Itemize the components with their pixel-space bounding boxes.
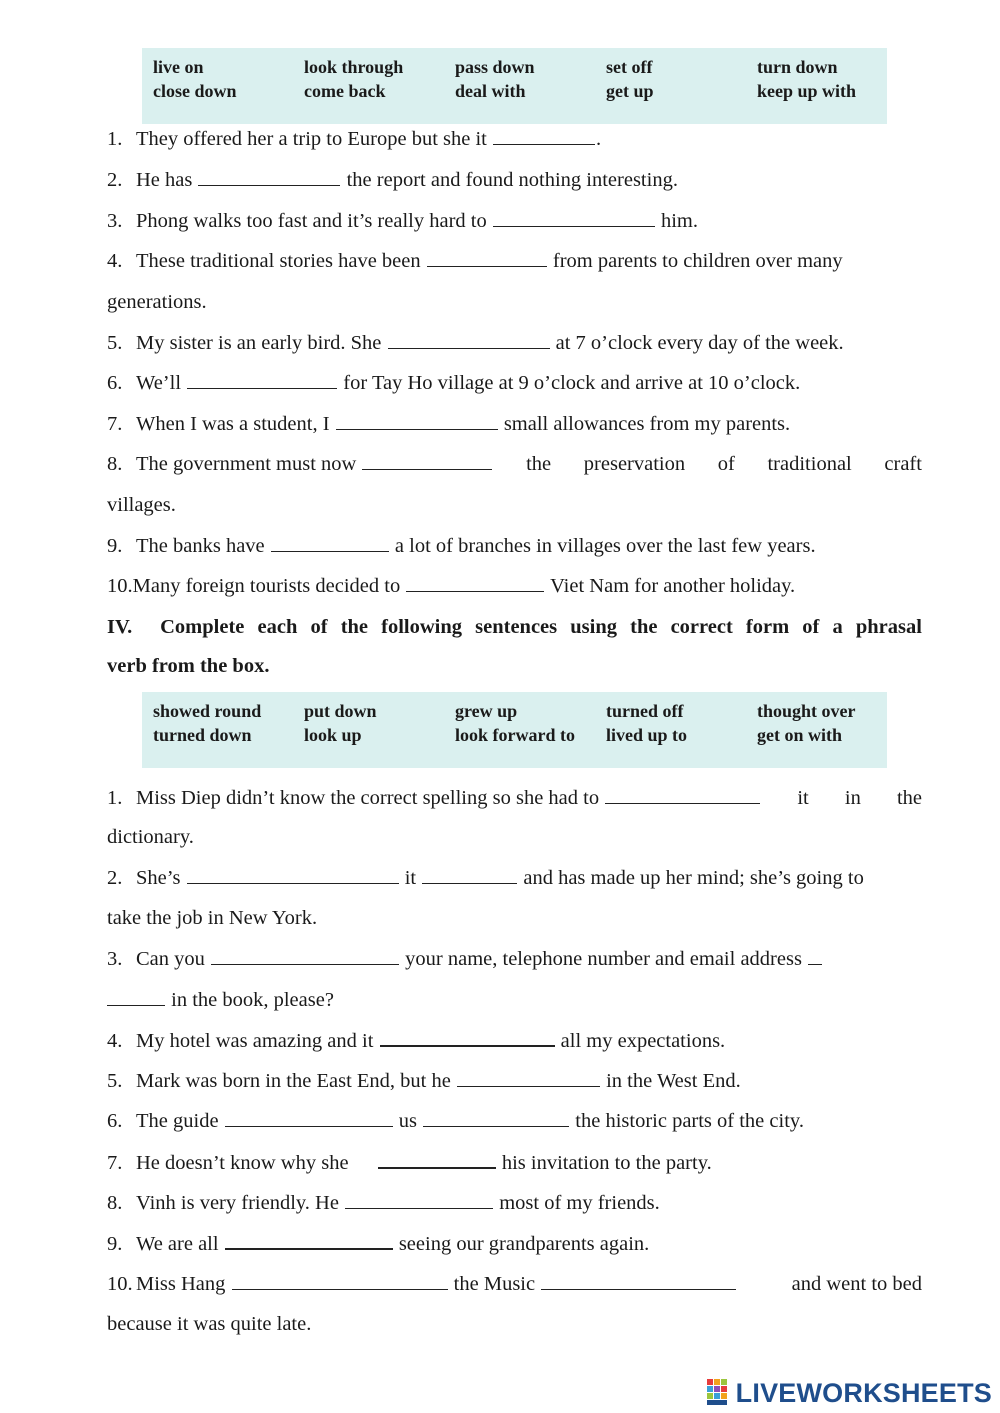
s3-question-8: 8. The government must now the preservation of traditional craft xyxy=(107,453,922,475)
s4-question-9: 9. We are all seeing our grandparents again. xyxy=(107,1230,922,1257)
s3-question-9: 9. The banks have a lot of branches in villages over the last few years. xyxy=(107,535,816,557)
answer-blank[interactable] xyxy=(198,167,340,186)
word-set-off: set off xyxy=(606,57,653,77)
word-live-on: live on xyxy=(153,57,204,77)
answer-blank[interactable] xyxy=(232,1271,448,1290)
answer-blank[interactable] xyxy=(406,573,544,592)
word-come-back: come back xyxy=(304,81,386,101)
word-turned-off: turned off xyxy=(606,701,684,721)
s4-question-10-cont: because it was quite late. xyxy=(107,1313,312,1335)
answer-blank[interactable] xyxy=(388,330,550,349)
section-4-heading-cont: verb from the box. xyxy=(107,655,270,677)
answer-blank[interactable] xyxy=(427,248,547,267)
word-turned-down: turned down xyxy=(153,725,252,745)
s4-question-3: 3. Can you your name, telephone number and email address xyxy=(107,946,922,972)
s3-question-8-cont: villages. xyxy=(107,494,176,516)
word-box-1 xyxy=(142,48,887,124)
word-lived-up-to: lived up to xyxy=(606,725,688,745)
s4-question-4: 4. My hotel was amazing and it all my expectations. xyxy=(107,1027,922,1054)
answer-blank[interactable] xyxy=(187,370,337,389)
word-get-up: get up xyxy=(606,81,654,101)
s4-question-10: 10. Miss Hang the Music and went to bed xyxy=(107,1273,922,1295)
answer-blank[interactable] xyxy=(808,946,822,965)
liveworksheets-wordmark: LIVEWORKSHEETS xyxy=(735,1377,992,1408)
liveworksheets-logo-icon xyxy=(707,1379,733,1407)
s3-question-4-cont: generations. xyxy=(107,291,207,313)
s4-question-7: 7. He doesn’t know why she his invitation to the party. xyxy=(107,1149,922,1176)
section-4-heading: IV. Complete each of the following sentences using the correct form of a phrasal xyxy=(107,616,922,638)
word-close-down: close down xyxy=(153,81,237,101)
answer-blank[interactable] xyxy=(225,1108,393,1127)
answer-blank[interactable] xyxy=(336,411,498,430)
answer-blank[interactable] xyxy=(457,1068,600,1087)
word-put-down: put down xyxy=(304,701,377,721)
answer-blank[interactable] xyxy=(380,1027,555,1047)
answer-blank[interactable] xyxy=(423,1108,569,1127)
s3-question-1: 1. They offered her a trip to Europe but she it . xyxy=(107,128,602,150)
word-thought-over: thought over xyxy=(757,701,856,721)
word-grew-up: grew up xyxy=(455,701,518,721)
word-pass-down: pass down xyxy=(455,57,535,77)
s4-question-6: 6. The guide us the historic parts of the city. xyxy=(107,1110,804,1132)
s3-question-2: 2. He has the report and found nothing interesting. xyxy=(107,169,678,191)
answer-blank[interactable] xyxy=(378,1149,496,1169)
s4-question-1-cont: dictionary. xyxy=(107,826,194,848)
word-look-up: look up xyxy=(304,725,362,745)
answer-blank[interactable] xyxy=(107,987,165,1006)
word-deal-with: deal with xyxy=(455,81,526,101)
s4-question-1: 1. Miss Diep didn’t know the correct spelling so she had to it in the xyxy=(107,787,922,809)
s3-question-7: 7. When I was a student, I small allowances from my parents. xyxy=(107,413,791,435)
s4-question-5: 5. Mark was born in the East End, but he in the West End. xyxy=(107,1070,741,1092)
word-look-through: look through xyxy=(304,57,404,77)
answer-blank[interactable] xyxy=(187,865,399,884)
s3-question-10: 10.Many foreign tourists decided to Viet Nam for another holiday. xyxy=(107,575,796,597)
word-showed-round: showed round xyxy=(153,701,262,721)
liveworksheets-logo xyxy=(707,1378,992,1408)
s3-question-4: 4. These traditional stories have been from parents to children over many xyxy=(107,250,843,272)
answer-blank[interactable] xyxy=(211,946,399,965)
s3-question-3: 3. Phong walks too fast and it’s really hard to him. xyxy=(107,210,699,232)
s4-question-3-cont: in the book, please? xyxy=(107,987,922,1013)
answer-blank[interactable] xyxy=(225,1230,393,1250)
answer-blank[interactable] xyxy=(541,1271,736,1290)
s4-question-2: 2. She’s it and has made up her mind; she’s going to xyxy=(107,867,864,889)
s4-question-8: 8. Vinh is very friendly. He most of my friends. xyxy=(107,1192,660,1214)
answer-blank[interactable] xyxy=(493,126,595,145)
word-box-2 xyxy=(142,692,887,768)
s3-question-5: 5. My sister is an early bird. She at 7 o’clock every day of the week. xyxy=(107,332,844,354)
answer-blank[interactable] xyxy=(345,1190,493,1209)
answer-blank[interactable] xyxy=(605,785,760,804)
word-keep-up-with: keep up with xyxy=(757,81,857,101)
answer-blank[interactable] xyxy=(493,208,655,227)
word-get-on-with: get on with xyxy=(757,725,842,745)
s3-question-6: 6. We’ll for Tay Ho village at 9 o’clock and arrive at 10 o’clock. xyxy=(107,372,801,394)
answer-blank[interactable] xyxy=(422,865,517,884)
s4-question-2-cont: take the job in New York. xyxy=(107,907,318,929)
word-turn-down: turn down xyxy=(757,57,838,77)
answer-blank[interactable] xyxy=(271,533,389,552)
word-look-forward-to: look forward to xyxy=(455,725,575,745)
answer-blank[interactable] xyxy=(362,451,492,470)
